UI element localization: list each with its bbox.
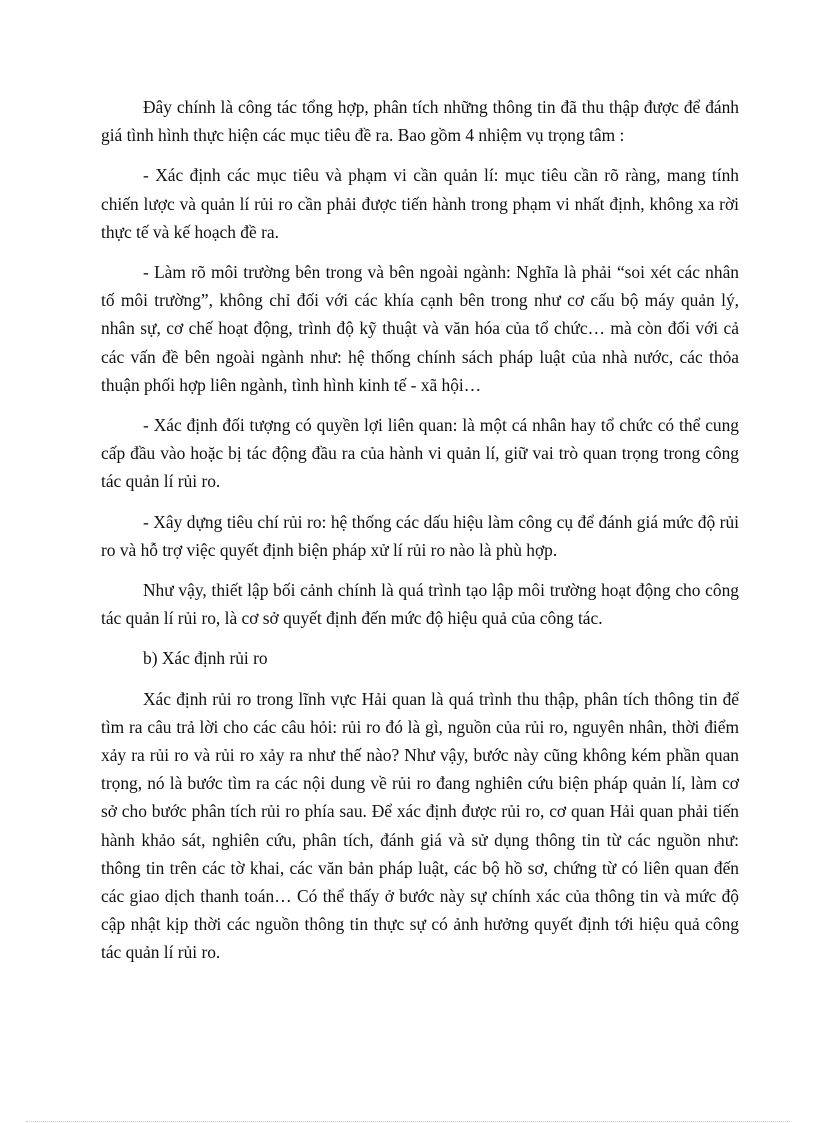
bullet-risk-criteria: - Xây dựng tiêu chí rủi ro: hệ thống các dấu hiệu làm công cụ để đánh giá mức độ rủi ro và hỗ trợ việc quyết định biện pháp xử lí rủi ro nào là phù hợp.	[101, 511, 739, 560]
document-body	[101, 93, 739, 979]
page-bottom-divider	[26, 1121, 790, 1122]
bullet-environment: - Làm rõ môi trường bên trong và bên ngoài ngành: Nghĩa là phải “soi xét các nhân tố môi trường”, không chỉ đối với các khía cạnh bên trong như cơ cấu bộ máy quản lý, nhân sự, cơ chế hoạt động, trình độ kỹ thuật và văn hóa của tổ chức… mà còn đối với cả các vấn đề bên ngoài ngành như: hệ thống chính sách pháp luật của nhà nước, các thỏa thuận phối hợp liên ngành, tình hình kinh tế - xã hội…	[101, 262, 739, 395]
section-heading-risk-identification: b) Xác định rủi ro	[143, 648, 268, 669]
bullet-objectives: - Xác định các mục tiêu và phạm vi cần quản lí: mục tiêu cần rõ ràng, mang tính chiến lược và quản lí rủi ro cần phải được tiến hành trong phạm vi nhất định, không xa rời thực tế và kế hoạch đề ra.	[101, 165, 739, 242]
paragraph-intro: Đây chính là công tác tổng hợp, phân tích những thông tin đã thu thập được để đánh giá tình hình thực hiện các mục tiêu đề ra. Bao gồm 4 nhiệm vụ trọng tâm :	[101, 97, 739, 146]
paragraph-context-summary: Như vậy, thiết lập bối cảnh chính là quá trình tạo lập môi trường hoạt động cho công tác quản lí rủi ro, là cơ sở quyết định đến mức độ hiệu quả của công tác.	[101, 580, 739, 629]
bullet-stakeholders: - Xác định đối tượng có quyền lợi liên quan: là một cá nhân hay tổ chức có thể cung cấp đầu vào hoặc bị tác động đầu ra của hành vi quản lí, giữ vai trò quan trọng trong công tác quản lí rủi ro.	[101, 415, 739, 492]
paragraph-risk-identification: Xác định rủi ro trong lĩnh vực Hải quan là quá trình thu thập, phân tích thông tin để tìm ra câu trả lời cho các câu hỏi: rủi ro đó là gì, nguồn của rủi ro, nguyên nhân, thời điểm xảy ra rủi ro và rủi ro xảy ra như thế nào? Như vậy, bước này cũng không kém phần quan trọng, nó là bước tìm ra các nội dung về rủi ro đang nghiên cứu biện pháp quản lí, làm cơ sở cho bước phân tích rủi ro phía sau. Để xác định được rủi ro, cơ quan Hải quan phải tiến hành khảo sát, nghiên cứu, phân tích, đánh giá và sử dụng thông tin từ các nguồn như: thông tin trên các tờ khai, các văn bản pháp luật, các bộ hồ sơ, chứng từ có liên quan đến các giao dịch thanh toán… Có thể thấy ở bước này sự chính xác của thông tin và mức độ cập nhật kịp thời các nguồn thông tin thực sự có ảnh hưởng quyết định tới hiệu quả công tác quản lí rủi ro.	[101, 688, 739, 963]
